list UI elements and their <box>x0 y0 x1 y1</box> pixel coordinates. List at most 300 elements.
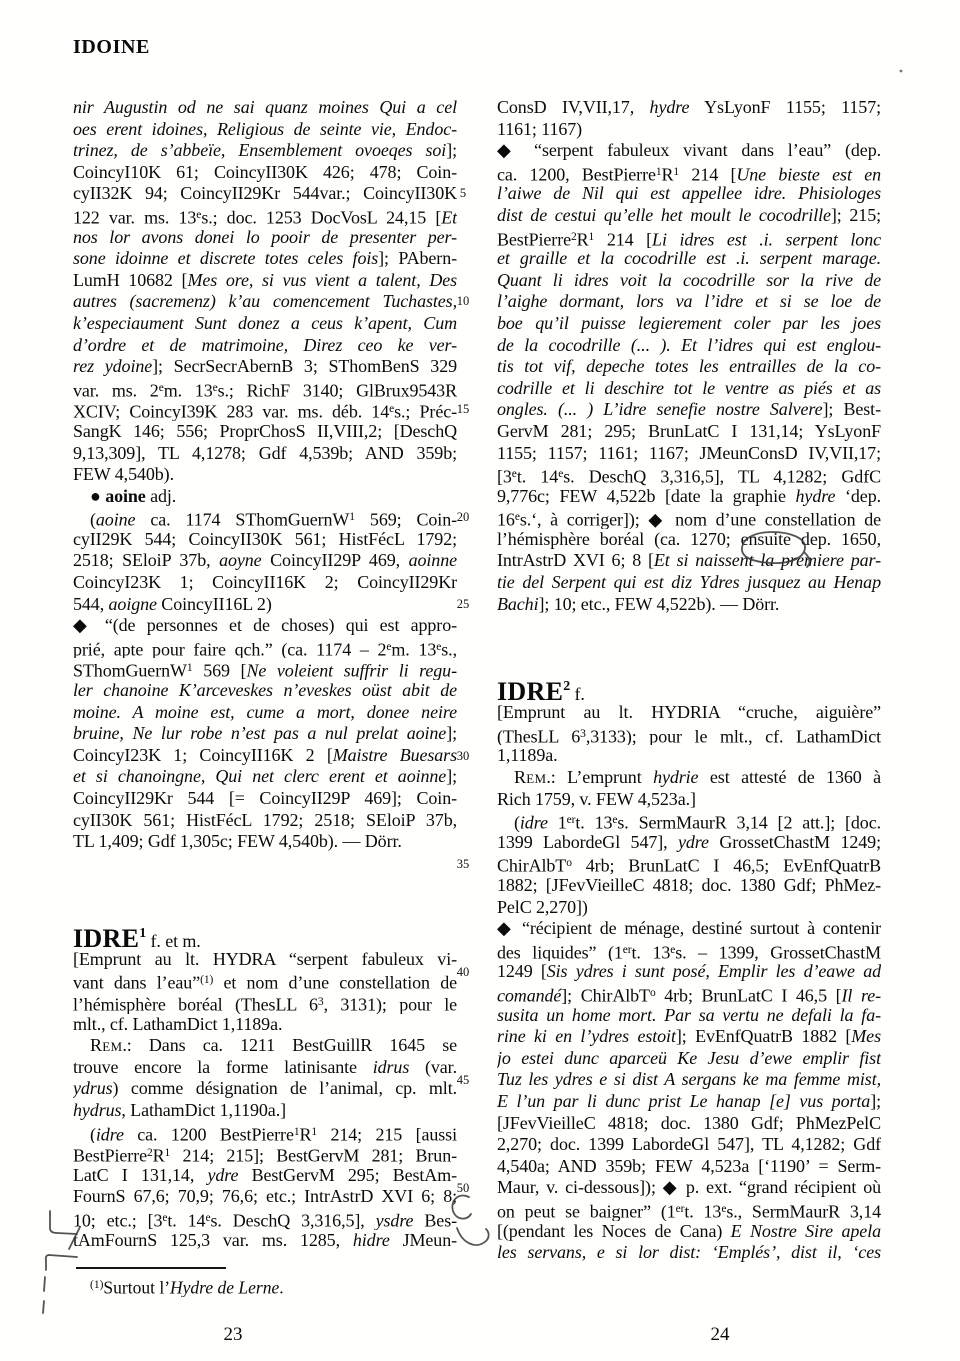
text-run: s.; doc. 1253 DocVosL 24,15 [ <box>201 207 442 227</box>
text-run: IntrAstrD XVI 6; 8 [ <box>497 550 654 571</box>
text-line <box>73 227 457 249</box>
scan-speck <box>900 70 903 73</box>
text-run: ) comme désignation de l’animal, cp. mlt. <box>112 1078 457 1099</box>
text-run: 3 <box>580 727 586 740</box>
text-line <box>497 918 881 940</box>
text-line <box>497 1156 881 1178</box>
text-run: moine. A moine est, cume a mort, donee neire <box>73 701 457 722</box>
text-run: Et <box>441 207 457 227</box>
text-run: R <box>661 164 674 184</box>
text-run: 569; Coin- <box>354 509 457 529</box>
text-run: cyII32K 94; CoincyII29Kr 544var.; CoincyII30K <box>73 183 457 204</box>
gutter-line-number: 40 <box>456 965 470 979</box>
text-run: ConsD IV,VII,17, <box>497 97 650 117</box>
text-line <box>497 205 881 227</box>
text-run: ]; SecrSecrAbernB 3; SThomBenS 329 <box>152 356 457 377</box>
text-run: l’hémisphère boréal (ThesLL 6 <box>73 994 318 1014</box>
text-run: k’especiaument Sunt donez a ceus k’apent, Cum <box>73 312 457 333</box>
text-run: BestPierre <box>73 1145 147 1165</box>
text-line <box>497 443 881 465</box>
text-run: 214; 215 [aussi <box>317 1124 457 1144</box>
text-run: jo estei dunc aparceü Ke Jesu d’ewe emplir fist <box>497 1047 881 1068</box>
text-run: Bachi <box>497 593 539 614</box>
text-run: des liquides” (1 <box>497 942 623 962</box>
text-run: var. ms. 2 <box>73 380 159 400</box>
text-line <box>73 1122 457 1144</box>
text-line <box>497 1221 881 1243</box>
text-run: ]; Best- <box>822 399 881 420</box>
text-line <box>497 313 881 335</box>
text-run: BestGervM 295; BestAm- <box>238 1164 457 1185</box>
text-run: on peut se baigner” (1 <box>497 1201 676 1221</box>
text-line <box>497 97 881 119</box>
text-run: idre <box>519 812 548 832</box>
text-line <box>73 529 457 551</box>
text-line <box>497 270 881 292</box>
text-run: R <box>299 1124 312 1144</box>
text-line <box>73 443 457 465</box>
text-line <box>497 897 881 919</box>
text-line <box>73 745 457 767</box>
text-line <box>73 788 457 810</box>
text-line <box>73 766 457 788</box>
text-run: LatC I 131,14, <box>73 1164 208 1185</box>
text-run: 9,13,309], TL 4,1278; Gdf 4,539b; AND 359b; <box>73 442 457 463</box>
text-run: er <box>622 943 632 956</box>
text-run: bruine, Ne lur robe n’est pas a nul prelat aoine <box>73 723 447 744</box>
text-line <box>73 1275 457 1297</box>
text-run: ◆ “récipient de ménage, destiné surtout à contenir <box>497 918 881 939</box>
text-line <box>73 723 457 745</box>
text-line <box>497 1134 881 1156</box>
text-run: rez ydoine <box>73 356 153 377</box>
text-run: hydrie <box>653 767 699 788</box>
text-run: s.; RichF 3140; GlBrux9543R <box>217 380 457 400</box>
text-line <box>497 594 881 616</box>
text-line <box>497 1091 881 1113</box>
text-run: adj. <box>145 485 177 506</box>
text-run: ydre <box>207 1164 239 1185</box>
text-line <box>73 421 457 443</box>
footnote-rule <box>76 1267 226 1269</box>
text-run: 1155; 1157; 1161; 1167; JMeunConsD IV,VII,17; <box>497 442 881 463</box>
text-run: 1 <box>139 925 147 941</box>
text-run: 1 <box>673 165 680 178</box>
text-run: cyII30K 561; HistFécL 1792; 2518; SEloiP 37b, <box>73 809 457 830</box>
text-run: l’aiwe de Nil qui est appellee idre. Phisiologes <box>497 183 881 204</box>
text-run: PelC 2,270]) <box>497 896 588 917</box>
text-run: ( <box>90 509 96 529</box>
text-run: oes erent idoines, Religious de seinte vie, Endoc- <box>73 118 457 139</box>
text-run: ydre <box>677 831 709 852</box>
text-run: 10; etc.; [3 <box>73 1210 163 1230</box>
text-run: Bes- <box>413 1210 457 1230</box>
text-run: e <box>514 511 520 524</box>
text-run: [3 <box>497 466 512 486</box>
text-run: 1 <box>164 1147 171 1160</box>
text-run: 214 [ <box>594 229 653 249</box>
text-run: ● <box>90 485 106 506</box>
text-run: e <box>558 468 564 481</box>
text-line <box>497 1113 881 1135</box>
text-run: e <box>212 381 218 394</box>
text-run: hydrus <box>73 1099 122 1120</box>
text-line <box>497 227 881 249</box>
text-run: s.‘, à corriger]); ◆ nom d’une constellation de <box>519 509 881 529</box>
text-line <box>497 291 881 313</box>
text-line <box>73 162 457 184</box>
text-run: Li idres est .i. serpent lonc <box>652 229 881 249</box>
text-line <box>497 789 881 811</box>
text-run: Surtout l’ <box>103 1277 171 1297</box>
text-run: e <box>162 1211 168 1224</box>
text-run: ca. 1174 SThomGuernW <box>135 509 350 529</box>
text-run: Mes <box>851 1026 881 1047</box>
text-run: nos lor avons donei lo pooir de presenter per- <box>73 226 457 247</box>
text-line <box>497 162 881 184</box>
text-line <box>497 1177 881 1199</box>
text-run: Hydre de Lerne <box>170 1277 280 1297</box>
text-run: CoincyII16L 2) <box>156 593 272 614</box>
text-run: hydre <box>795 485 836 506</box>
text-run: ]; ChirAlbT <box>561 985 650 1005</box>
text-run: [Emprunt au lt. HYDRA “serpent fabuleux vi- <box>73 948 457 969</box>
text-line <box>497 1026 881 1048</box>
text-run: . <box>279 1277 284 1297</box>
text-line <box>497 248 881 270</box>
text-line <box>73 831 457 853</box>
text-run: (ThesLL 6 <box>497 726 581 746</box>
text-line <box>497 378 881 400</box>
text-run: et graille et la cocodrille est .i. serpent marage. <box>497 248 881 269</box>
text-line <box>497 183 881 205</box>
text-run: 4rb; BrunLatC I 46,5; EvEnfQuatrB <box>571 855 881 875</box>
text-run: tie del Serpent qui est diz Ydres jusquez au Henap <box>497 572 881 593</box>
text-run: .: Dans ca. 1211 BestGuillR 1645 se <box>122 1035 457 1056</box>
text-line <box>497 119 881 141</box>
text-run: e <box>436 640 442 653</box>
text-line <box>497 940 881 962</box>
entry-headword-line <box>73 919 457 949</box>
text-run: GrossetChastM 1249; <box>708 831 881 852</box>
text-line <box>497 1069 881 1091</box>
text-run: s. SermMaurR 3,14 [2 att.]; [doc. <box>617 812 881 832</box>
text-line <box>73 1014 457 1036</box>
text-line <box>497 529 881 551</box>
text-line <box>73 1035 457 1057</box>
text-run: 1249 [ <box>497 961 547 982</box>
text-run: ChirAlbT <box>497 855 567 875</box>
text-line <box>497 810 881 832</box>
text-run: 1882; [JFevVieilleC 4818; doc. 1380 Gdf; PhMez- <box>497 875 881 895</box>
text-run: aoine <box>105 485 146 506</box>
text-run: ca. 1200 BestPierre <box>123 1124 294 1144</box>
text-run: 1 <box>349 511 355 524</box>
text-run: CoincyI10K 61; CoincyII30K 426; 478; Coin- <box>73 161 457 182</box>
text-run: m. 13 <box>391 639 437 659</box>
text-run: aoyne <box>219 550 262 571</box>
text-run: f. <box>570 684 585 703</box>
text-run: er <box>675 1202 685 1215</box>
text-run: YsLyonF 1155; 1157; <box>689 97 881 117</box>
text-run: ]; <box>870 1090 881 1111</box>
text-line <box>73 572 457 594</box>
text-run: 1 <box>311 1125 318 1138</box>
text-run: 3 <box>317 995 324 1008</box>
gutter-line-number: 10 <box>456 294 470 308</box>
text-run: e <box>205 1211 211 1224</box>
text-run: prié, apte pour faire qch.” (ca. 1174 – 2 <box>73 639 387 659</box>
text-line <box>73 1186 457 1208</box>
footnote <box>73 1275 457 1297</box>
text-line <box>497 702 881 724</box>
text-line <box>73 356 457 378</box>
text-line <box>73 615 457 637</box>
text-run: hydre <box>649 97 690 117</box>
text-run: 4rb; BrunLatC I 46,5 [ <box>655 985 842 1005</box>
text-run: GervM 281; 295; BrunLatC I 131,14; YsLyonF <box>497 420 881 441</box>
text-run: FournS 67,6; 70,9; 76,6; etc.; IntrAstrD XVI 6; 8; <box>73 1186 457 1207</box>
text-line <box>497 1048 881 1070</box>
text-run: o <box>649 986 656 999</box>
text-run: E l’un par li dunc prist Le hanap [e] vus porta <box>497 1090 871 1111</box>
text-line <box>73 486 457 508</box>
text-line <box>73 1100 457 1122</box>
text-run: d’ordre et de matrimoine, Direz ceo ke ver- <box>73 334 457 355</box>
text-line <box>497 507 881 529</box>
text-run: 2 <box>570 230 577 243</box>
text-run: tis tot vif, depeche totes les entrailles de la co- <box>497 356 881 377</box>
text-line <box>73 637 457 659</box>
text-run: ysdre <box>375 1210 414 1230</box>
text-run: er <box>566 814 576 827</box>
text-run: hidre <box>352 1229 390 1250</box>
text-run: ler chanoine K’arceveskes n’eveskes oüst abit de <box>73 680 457 701</box>
text-run: 1 <box>655 165 662 178</box>
text-run: LumH 10682 [ <box>73 269 188 290</box>
text-run: de la cocodrille (... ). Et l’idres qui est englou- <box>497 334 881 355</box>
spacer <box>497 615 881 672</box>
text-run: mlt., cf. LathamDict 1,1189a. <box>73 1013 283 1034</box>
text-run: e <box>386 640 392 653</box>
text-run: IDRE <box>497 677 564 703</box>
text-line <box>497 140 881 162</box>
text-run: 1161; 1167) <box>497 118 583 139</box>
spacer <box>73 853 457 919</box>
text-run: FEW 4,540b). <box>73 464 174 485</box>
text-line <box>73 507 457 529</box>
gutter-line-number: 35 <box>456 857 470 871</box>
text-run: et si chanoingne, Qui net clerc erent et aoinne <box>73 766 447 787</box>
text-run: sone idoinne et discrete totes celes fois <box>73 248 379 269</box>
text-run: 569 [ <box>192 660 247 681</box>
text-run: , LathamDict 1,1190a.] <box>121 1099 286 1120</box>
entry-headword-line <box>497 672 881 702</box>
text-run: BestPierre <box>497 229 571 249</box>
text-line <box>73 1208 457 1230</box>
text-run: ]; EvEnfQuatrB 1882 [ <box>675 1026 852 1047</box>
text-line <box>73 1165 457 1187</box>
text-run: SThomGuernW <box>73 660 187 681</box>
text-run: 16 <box>497 509 515 529</box>
text-run: 2 <box>563 679 571 695</box>
text-run: t. 14 <box>516 466 559 486</box>
text-line <box>73 992 457 1014</box>
text-run: t. 13 <box>631 942 671 962</box>
text-run: e <box>389 403 395 416</box>
gutter-line-number: 25 <box>456 597 470 611</box>
text-line <box>73 335 457 357</box>
text-run: [JFevVieilleC 4818; doc. 1380 Gdf; PhMezPelC <box>497 1112 881 1133</box>
right-column <box>497 97 881 1264</box>
text-line <box>73 183 457 205</box>
text-line <box>497 399 881 421</box>
text-run: Maur, v. ci-dessous]); ◆ p. ext. “grand récipient où <box>497 1177 881 1198</box>
text-line <box>497 550 881 572</box>
text-run: Tuz les ydres e si dist A sergans ke ma femme mist, <box>497 1069 881 1090</box>
text-run: ]; PAbern- <box>378 248 457 269</box>
text-line <box>73 550 457 572</box>
text-line <box>497 961 881 983</box>
text-run: 1,1189a. <box>497 745 558 766</box>
text-line <box>73 702 457 724</box>
text-run: CoincyII29P 469, <box>261 550 409 571</box>
text-run: s., SermMaurR 3,14 <box>726 1201 881 1221</box>
text-run: 2 <box>146 1147 153 1160</box>
text-run: comandé <box>497 985 562 1005</box>
text-line <box>73 1230 457 1252</box>
pencil-bracket-bottom-left-mark <box>43 1255 77 1313</box>
text-run: Il re- <box>841 985 881 1005</box>
text-line <box>73 658 457 680</box>
text-run: 544, <box>73 593 109 614</box>
text-run: ,3133); pour le mlt., cf. LathamDict <box>585 726 881 746</box>
text-run: o <box>566 857 572 870</box>
text-run: vant dans l’eau” <box>73 972 201 992</box>
text-run: 9,776c; FEW 4,522b [date la graphie <box>497 485 796 506</box>
text-line <box>73 1078 457 1100</box>
left-column <box>73 97 457 1251</box>
text-line <box>73 313 457 335</box>
text-run: ◆ “(de personnes et de choses) qui est appro- <box>73 615 457 636</box>
text-run: (1) <box>90 1279 104 1291</box>
text-line <box>497 832 881 854</box>
page-number-left: 23 <box>223 1324 243 1345</box>
text-run: trouve encore la forme latinisante <box>73 1056 373 1077</box>
text-run: 214 [ <box>679 164 737 184</box>
text-run: e <box>158 381 164 394</box>
text-run: e <box>511 468 517 481</box>
text-line <box>73 594 457 616</box>
text-run: R <box>576 229 589 249</box>
text-line <box>497 464 881 486</box>
text-run: CoincyI23K 1; CoincyII16K 2 [ <box>73 744 333 765</box>
text-line <box>73 378 457 400</box>
text-line <box>73 680 457 702</box>
text-run: f. et m. <box>146 930 201 949</box>
text-run: l’aighe dormant, lors va l’idre et si se loe de <box>497 291 881 312</box>
text-run: idre <box>95 1124 124 1144</box>
text-run: 1 <box>588 230 595 243</box>
text-line <box>497 983 881 1005</box>
gutter-line-number: 30 <box>456 749 470 763</box>
text-run: t. 14 <box>167 1210 206 1230</box>
text-run: 2518; SEloiP 37b, <box>73 550 220 571</box>
text-line <box>497 1199 881 1221</box>
text-run: tAmFournS 125,3 var. ms. 1285, <box>73 1229 353 1250</box>
text-line <box>497 335 881 357</box>
text-run: aoine <box>95 509 136 529</box>
text-run: 1399 LabordeGl 547], <box>497 831 678 852</box>
text-run: XCIV; CoincyI39K 283 var. ms. déb. 14 <box>73 401 390 421</box>
text-run: [Emprunt au lt. HYDRIA “cruche, aiguière” <box>497 702 881 723</box>
text-run: 4,540a; AND 359b; FEW 4,523a [‘1190’ = Serm- <box>497 1155 881 1176</box>
text-run: Rem <box>514 767 547 788</box>
text-run: ]; 10; etc., FEW 4,522b). — Dörr. <box>538 593 780 614</box>
text-run: trinez, de s’abbeïe, Ensemblement ovoeqes soi <box>73 140 447 161</box>
text-line <box>73 1143 457 1165</box>
text-run: R <box>152 1145 165 1165</box>
text-run: est attesté de 1360 à <box>698 767 881 788</box>
text-run: s., <box>441 639 457 659</box>
text-run: TL 1,409; Gdf 1,305c; FEW 4,540b). — Dörr. <box>73 831 402 852</box>
text-run: s. DeschQ 3,316,5], TL 4,1282; GdfC <box>563 466 881 486</box>
text-run: E Nostre Sire apela <box>730 1220 881 1241</box>
text-line <box>73 119 457 141</box>
text-run: Quant li idres voit la cocodrille sor la rive de <box>497 269 881 290</box>
text-run: ongles. (... ) L’idre senefie nostre Salvere <box>497 399 823 420</box>
text-run: t. 13 <box>575 812 613 832</box>
text-run: aoinne <box>408 550 457 571</box>
text-run: (var. <box>409 1056 457 1077</box>
gutter-line-number: 20 <box>456 510 470 524</box>
text-run: idrus <box>372 1056 410 1077</box>
text-run: ]; 215; <box>830 204 881 225</box>
text-run: m. 13 <box>163 380 213 400</box>
text-run: s. – 1399, GrossetChastM <box>675 942 881 962</box>
text-run: l’hémisphère boréal (ca. 1270; ensuite dep. 1650, <box>497 528 881 549</box>
gutter <box>446 0 480 1361</box>
text-run: ‘dep. <box>835 485 881 506</box>
text-line <box>73 291 457 313</box>
gutter-line-number: 45 <box>456 1073 470 1087</box>
gutter-line-number: 15 <box>456 402 470 416</box>
gutter-line-number: 50 <box>456 1181 470 1195</box>
text-run: e <box>196 208 202 221</box>
text-run: Sis ydres i sunt posé, Emplir les d’eawe ad <box>546 961 881 982</box>
text-run: s. DeschQ 3,316,5], <box>210 1210 376 1230</box>
text-line <box>497 724 881 746</box>
gutter-line-number: 5 <box>459 186 467 200</box>
text-run: cyII29K 544; CoincyII30K 561; HistFécL 1792; <box>73 528 457 549</box>
text-line <box>73 949 457 971</box>
text-run: ]; <box>446 766 457 787</box>
text-run: CoincyI23K 1; CoincyII16K 2; CoincyII29Kr <box>73 572 457 593</box>
text-run: les servans, e si lor dist: ‘Emplés’, dist il, ‘ces <box>497 1242 881 1263</box>
text-line <box>497 486 881 508</box>
text-run: e <box>721 1202 727 1215</box>
text-run: Et si naissent la premiere par- <box>653 550 881 571</box>
text-run: s.; Préc- <box>394 401 457 421</box>
text-run: , 3131); pour le <box>323 994 457 1014</box>
text-run: 214; 215]; BestGervM 281; Brun- <box>170 1145 457 1165</box>
text-run: ]; <box>446 723 457 744</box>
text-run: 1 <box>186 662 193 675</box>
text-run: .: L’emprunt <box>546 767 654 788</box>
text-run: Rem <box>90 1035 123 1056</box>
text-run: autres (sacremenz) k’au comencement Tuchastes, <box>73 291 457 312</box>
text-run: Rich 1759, v. FEW 4,523a.] <box>497 788 696 809</box>
